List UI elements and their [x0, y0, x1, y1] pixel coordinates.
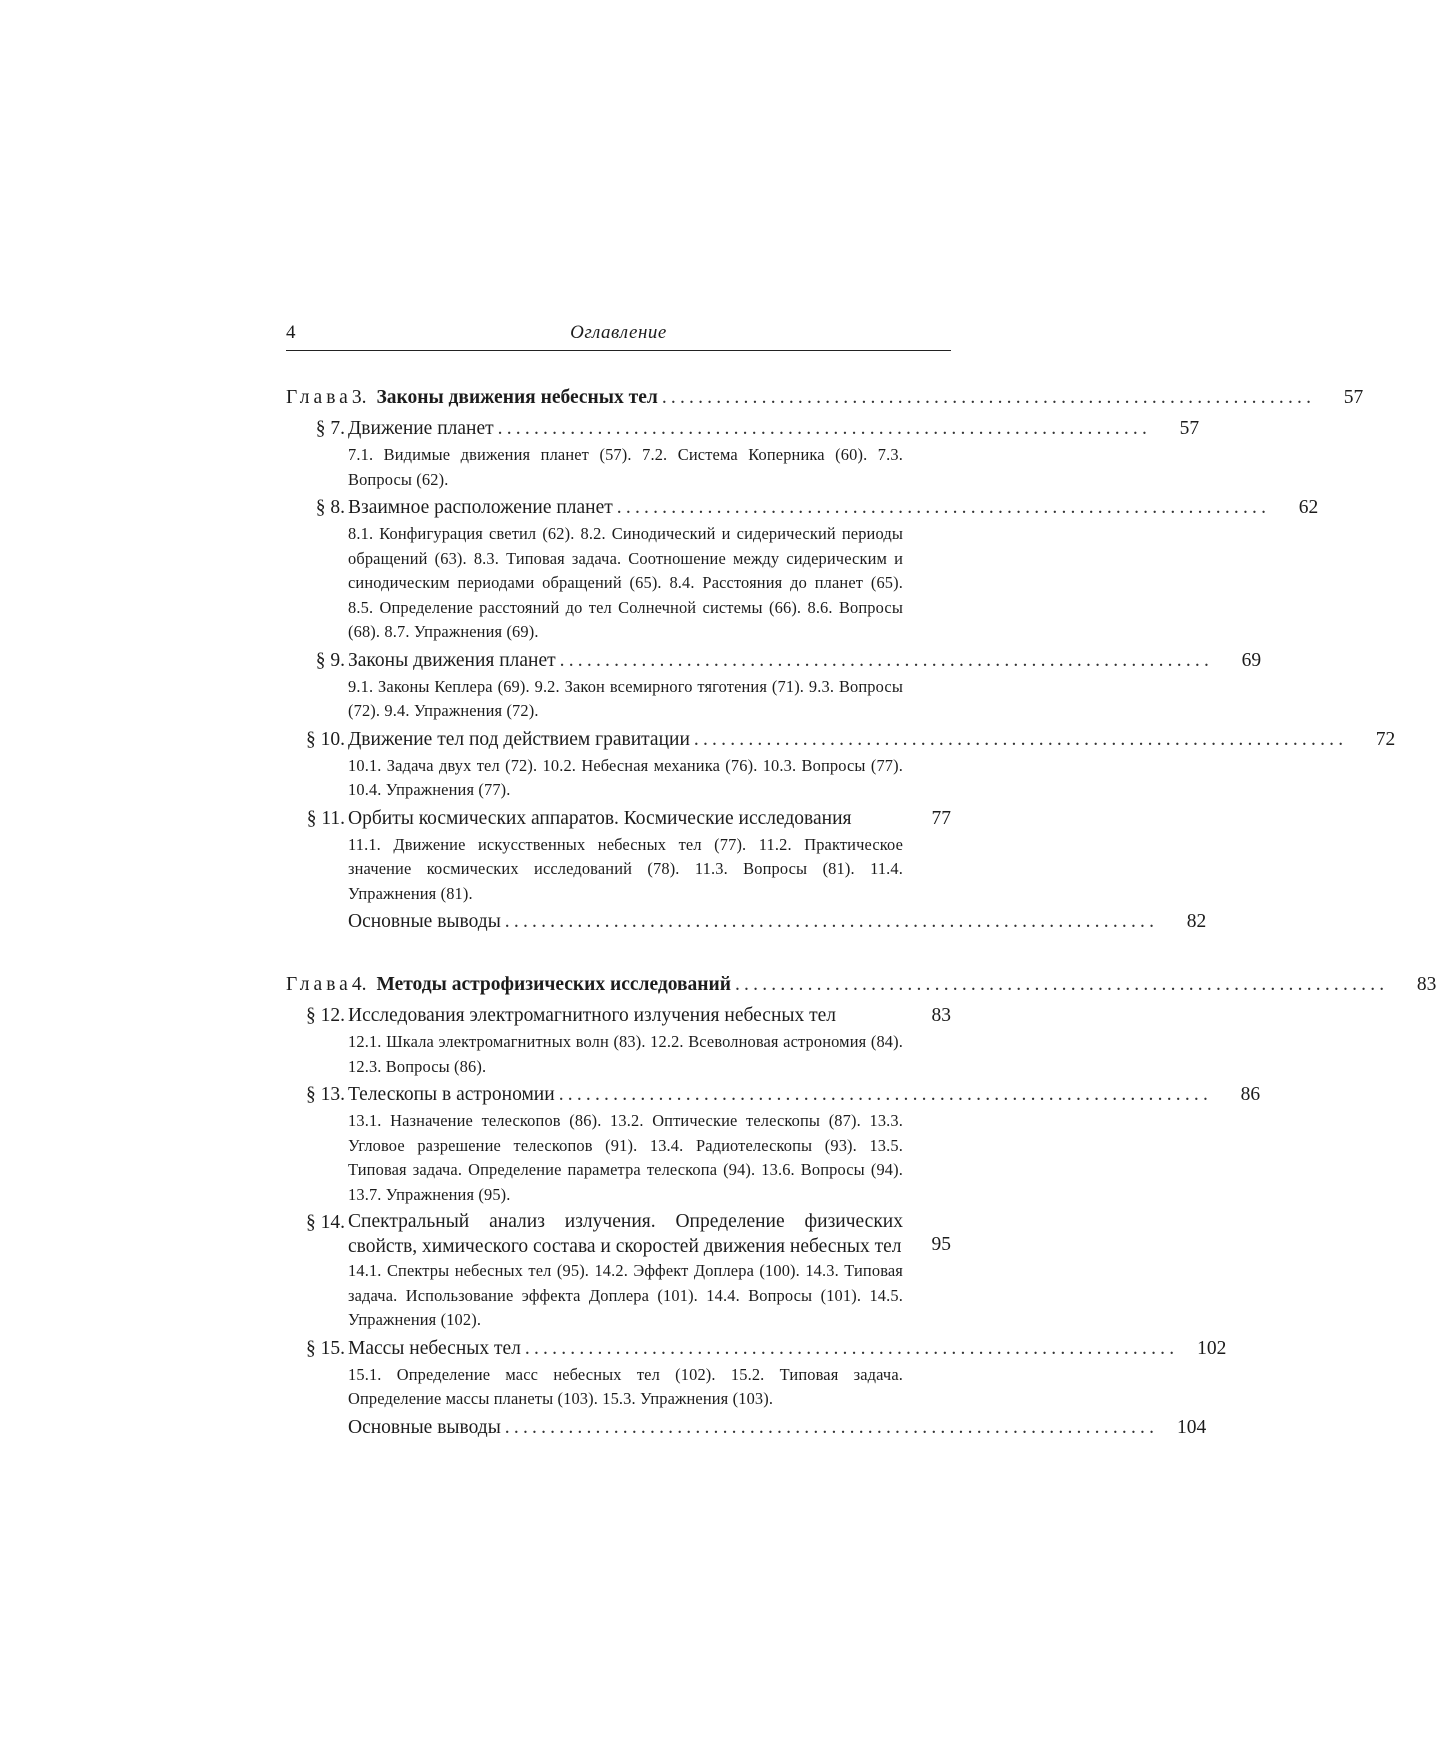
subsection-list: 7.1. Видимые движения планет (57). 7.2. Система Коперника (60). 7.3. Вопросы (62).: [348, 445, 903, 489]
chapter-title: Методы астрофизических исследований: [376, 974, 731, 995]
running-header: [286, 322, 951, 351]
toc-section-14[interactable]: [286, 1209, 951, 1333]
section-mark: § 14.: [306, 1212, 345, 1233]
summary-title: Основные выводы: [348, 1416, 501, 1438]
toc-page: [286, 322, 1436, 1442]
subsection-list: 14.1. Спектры небесных тел (95). 14.2. Эффект Доплера (100). 14.3. Типовая задача. Использование эффекта Доплера (101). 14.4. Вопросы (101). 14.5. Упражнения (102).: [348, 1261, 903, 1329]
section-title: Движение планет: [348, 418, 494, 439]
toc-section-13[interactable]: [286, 1081, 1261, 1207]
section-mark: § 15.: [306, 1337, 345, 1359]
toc-section-11[interactable]: [286, 805, 951, 907]
section-title: Законы движения планет: [348, 649, 556, 671]
chapter-number: 4.: [351, 974, 367, 995]
chapter-label: Глава: [286, 974, 352, 995]
leader-dots: ........................................................................: [558, 1084, 1213, 1105]
subsection-list: 9.1. Законы Кеплера (69). 9.2. Закон всемирного тяготения (71). 9.3. Вопросы (72). 9.4. Упражнения (72).: [348, 676, 903, 720]
section-page: 86: [1240, 1084, 1261, 1105]
subsection-list: 10.1. Задача двух тел (72). 10.2. Небесная механика (76). 10.3. Вопросы (77). 10.4. Упражнения (77).: [348, 755, 903, 799]
leader-dots: ........................................................................: [693, 728, 1348, 750]
toc-section-8[interactable]: [286, 494, 1319, 645]
section-mark: § 13.: [306, 1084, 345, 1105]
leader-dots: ........................................................................: [504, 911, 1159, 932]
toc-section-9[interactable]: [286, 647, 1262, 724]
subsection-list: 15.1. Определение масс небесных тел (102). 15.2. Типовая задача. Определение массы планеты (103). 15.3. Упражнения (103).: [348, 1364, 903, 1408]
section-page: 72: [1375, 728, 1396, 750]
section-page: 69: [1241, 649, 1262, 671]
leader-dots: ........................................................................: [524, 1337, 1179, 1359]
section-mark: § 8.: [315, 497, 345, 518]
summary-page: 104: [1176, 1416, 1207, 1438]
section-page: 77: [931, 807, 951, 829]
section-title: Исследования электромагнитного излучения небесных тел: [348, 1005, 837, 1026]
summary-title: Основные выводы: [348, 911, 501, 932]
section-mark: § 12.: [306, 1005, 345, 1026]
subsection-list: 11.1. Движение искусственных небесных тел (77). 11.2. Практическое значение космических исследований (78). 11.3. Вопросы (81). 11.4. Упражнения (81).: [348, 834, 903, 903]
subsection-list: 12.1. Шкала электромагнитных волн (83). 12.2. Всеволновая астрономия (84). 12.3. Вопросы (86).: [348, 1032, 903, 1076]
section-mark: § 7.: [315, 418, 345, 439]
chapter-4-heading[interactable]: [286, 974, 1436, 1002]
section-mark: § 9.: [315, 649, 345, 671]
section-title: Массы небесных тел: [348, 1337, 521, 1359]
chapter-label: Глава: [286, 387, 352, 408]
leader-dots: ........................................................................: [497, 418, 1152, 439]
leader-dots: ........................................................................: [661, 387, 1316, 408]
section-title: Телескопы в астрономии: [348, 1084, 555, 1105]
section-page: 102: [1197, 1337, 1227, 1359]
chapter-4-summary[interactable]: [348, 1414, 1207, 1442]
chapter-3-heading[interactable]: [286, 387, 1364, 415]
section-title: Взаимное расположение планет: [348, 497, 613, 518]
section-page: 95: [931, 1234, 951, 1255]
chapter-title: Законы движения небесных тел: [376, 387, 658, 408]
section-mark: § 10.: [306, 728, 345, 750]
leader-dots: ........................................................................: [559, 649, 1214, 671]
toc-section-10[interactable]: [286, 726, 1396, 803]
chapter-number: 3.: [351, 387, 367, 408]
summary-page: 82: [1186, 911, 1207, 932]
section-page: 83: [931, 1005, 951, 1026]
toc-section-15[interactable]: [286, 1335, 1227, 1412]
chapter-page: 83: [1416, 974, 1436, 995]
subsection-list: 13.1. Назначение телескопов (86). 13.2. Оптические телескопы (87). 13.3. Угловое разрешение телескопов (91). 13.4. Радиотелескопы (93). 13.5. Типовая задача. Определение параметра телескопа (94). 13.6. Вопросы (94). 13.7. Упражнения (95).: [348, 1111, 903, 1204]
section-title: Спектральный анализ излучения. Определение физических свойств, химического состава и скоростей движения небесных тел: [348, 1211, 903, 1257]
page-number: 4: [286, 322, 296, 343]
leader-dots: ........................................................................: [504, 1416, 1159, 1438]
chapter-page: 57: [1343, 387, 1364, 408]
section-title: Движение тел под действием гравитации: [348, 728, 690, 750]
chapter-3-summary[interactable]: [348, 908, 1207, 936]
toc-section-7[interactable]: [286, 415, 1200, 492]
subsection-list: 8.1. Конфигурация светил (62). 8.2. Синодический и сидерический периоды обращений (63). 8.3. Типовая задача. Соотношение между сидерическим и синодическим периодами обращений (65). 8.4. Расстояния до планет (65). 8.5. Определение расстояний до тел Солнечной системы (66). 8.6. Вопросы (68). 8.7. Упражнения (69).: [348, 524, 903, 641]
section-page: 62: [1298, 497, 1319, 518]
toc-section-12[interactable]: [286, 1002, 951, 1079]
section-page: 57: [1179, 418, 1200, 439]
section-title: Орбиты космических аппаратов. Космические исследования: [348, 807, 852, 829]
leader-dots: ........................................................................: [734, 974, 1389, 995]
section-mark: § 11.: [306, 807, 345, 829]
leader-dots: ........................................................................: [616, 497, 1271, 518]
running-title: Оглавление: [570, 322, 667, 343]
